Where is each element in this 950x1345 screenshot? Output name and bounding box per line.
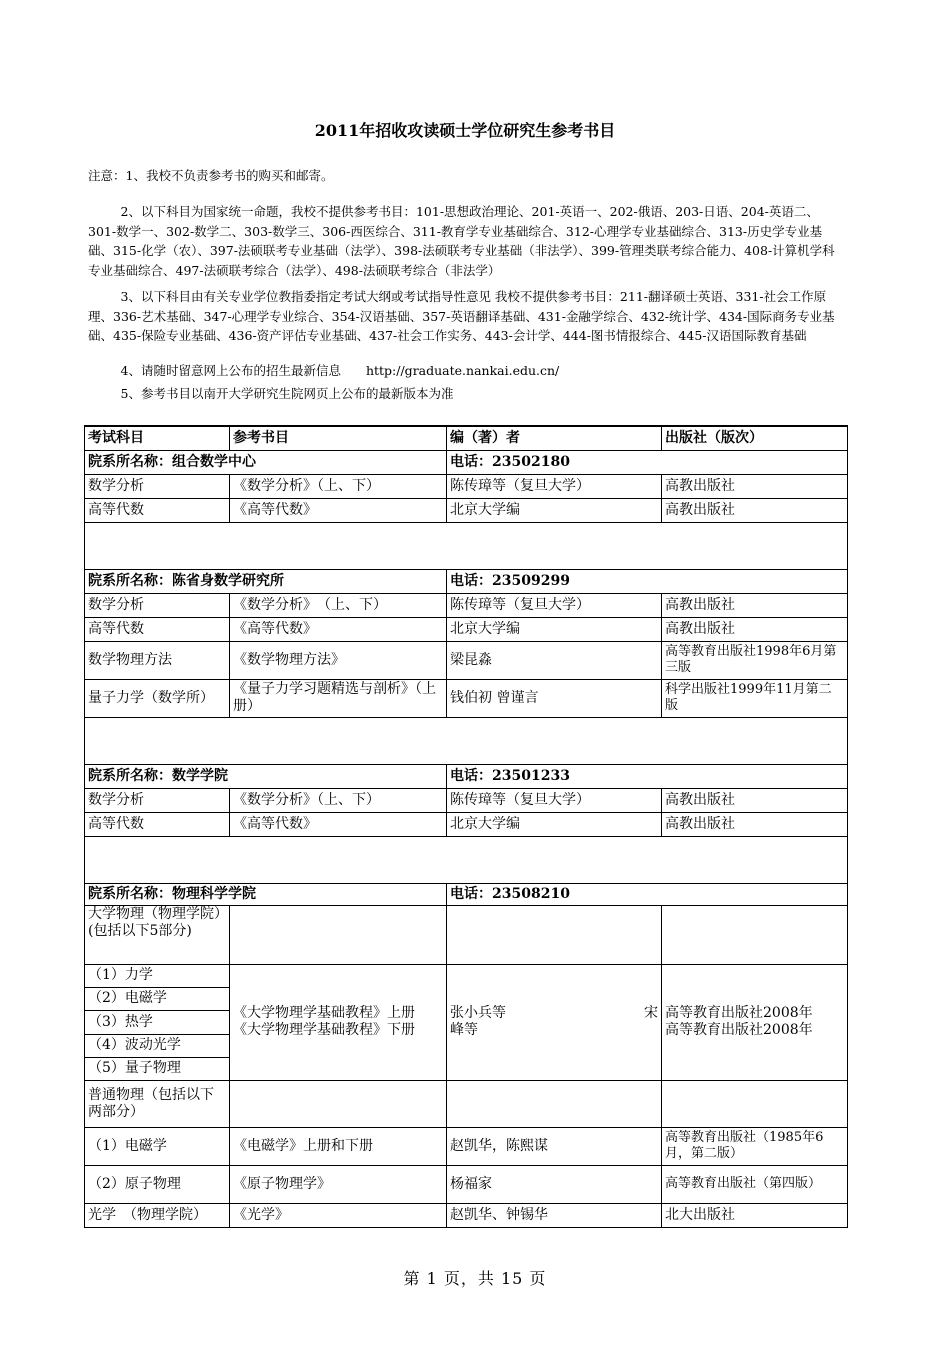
cell-subject: 数学分析 bbox=[85, 593, 230, 617]
cell-subject: 数学物理方法 bbox=[85, 641, 230, 679]
cell-publisher bbox=[662, 964, 848, 1080]
cell-subject: （1）力学 bbox=[85, 964, 230, 987]
cell-book: 《数学分析》（上、下） bbox=[230, 474, 447, 498]
note-2: 2、以下科目为国家统一命题，我校不提供参考书目：101-思想政治理论、201-英语一、202-俄语、203-日语、204-英语二、301-数学一、302-数学二、303-数学三、306-西医综合、311-教育学专业基础综合、312-心理学专业基础综合、313-历史学专业基础、315-化学（农）、397-法硕联考专业基础（法学）、398-法硕联考专业基础（非法学）、399-管理类联考综合能力、408-计算机学科专业基础综合、497-法硕联考综合（法学）、498-法硕联考综合（非法学） bbox=[88, 204, 835, 278]
table-row bbox=[85, 679, 848, 717]
dept-name: 院系所名称：数学学院 bbox=[85, 764, 447, 788]
cell-subject: （3）热学 bbox=[85, 1010, 230, 1034]
cell-subject: 高等代数 bbox=[85, 617, 230, 641]
cell-book bbox=[230, 964, 447, 1080]
cell-subject: 数学分析 bbox=[85, 788, 230, 812]
cell-publisher: 高等教育出版社1998年6月第三版 bbox=[662, 641, 848, 679]
note-1: 注意：1、我校不负责参考书的购买和邮寄。 bbox=[88, 168, 334, 183]
spacer-row bbox=[85, 522, 848, 569]
author-line: 宋 bbox=[644, 1005, 658, 1021]
table-row bbox=[85, 788, 848, 812]
cell-publisher: 高教出版社 bbox=[662, 498, 848, 522]
cell-publisher: 高教出版社 bbox=[662, 788, 848, 812]
cell-book: 《量子力学习题精选与剖析》（上册） bbox=[230, 679, 447, 717]
cell-author: 陈传璋等（复旦大学） bbox=[447, 474, 662, 498]
header-subject: 考试科目 bbox=[85, 426, 230, 450]
dept-name: 院系所名称：物理科学学院 bbox=[85, 883, 447, 905]
cell-subject: （2）原子物理 bbox=[85, 1165, 230, 1203]
spacer-row bbox=[85, 836, 848, 883]
dept-name: 院系所名称：陈省身数学研究所 bbox=[85, 569, 447, 593]
dept-phone: 电话：23502180 bbox=[447, 450, 848, 474]
dept-phone: 电话：23509299 bbox=[447, 569, 848, 593]
page-footer: 第 1 页，共 15 页 bbox=[403, 1269, 547, 1288]
cell-subject: 量子力学（数学所） bbox=[85, 679, 230, 717]
table-row bbox=[85, 812, 848, 836]
book-line: 《大学物理学基础教程》下册 bbox=[233, 1022, 415, 1038]
dept-phone: 电话：23508210 bbox=[447, 883, 848, 905]
spacer-row bbox=[85, 717, 848, 764]
cell-publisher: 高教出版社 bbox=[662, 474, 848, 498]
cell-subject: 数学分析 bbox=[85, 474, 230, 498]
cell-subject: （5）量子物理 bbox=[85, 1057, 230, 1080]
cell-author: 赵凯华，陈熙谋 bbox=[447, 1127, 662, 1165]
note-5: 5、参考书目以南开大学研究生院网页上公布的最新版本为准 bbox=[120, 386, 454, 401]
cell-author: 陈传璋等（复旦大学） bbox=[447, 593, 662, 617]
book-line: 《大学物理学基础教程》上册 bbox=[233, 1005, 415, 1021]
table-row bbox=[85, 905, 848, 964]
cell-book: 《光学》 bbox=[230, 1203, 447, 1227]
table-row bbox=[85, 641, 848, 679]
cell-publisher: 高教出版社 bbox=[662, 812, 848, 836]
cell-publisher: 高教出版社 bbox=[662, 617, 848, 641]
publisher-line: 高等教育出版社2008年 bbox=[665, 1005, 813, 1021]
header-publisher: 出版社（版次） bbox=[662, 426, 848, 450]
cell-author: 北京大学编 bbox=[447, 617, 662, 641]
cell-publisher: 科学出版社1999年11月第二版 bbox=[662, 679, 848, 717]
cell-author: 赵凯华、钟锡华 bbox=[447, 1203, 662, 1227]
table-row bbox=[85, 593, 848, 617]
cell-author: 梁昆淼 bbox=[447, 641, 662, 679]
table-row bbox=[85, 474, 848, 498]
header-author: 编（著）者 bbox=[447, 426, 662, 450]
author-line: 峰等 bbox=[450, 1022, 478, 1038]
table-row bbox=[85, 1203, 848, 1227]
cell-author: 陈传璋等（复旦大学） bbox=[447, 788, 662, 812]
header-book: 参考书目 bbox=[230, 426, 447, 450]
cell-book: 《数学物理方法》 bbox=[230, 641, 447, 679]
cell-book: 《电磁学》上册和下册 bbox=[230, 1127, 447, 1165]
table-row bbox=[85, 964, 848, 987]
cell-author: 北京大学编 bbox=[447, 498, 662, 522]
cell-author: 杨福家 bbox=[447, 1165, 662, 1203]
table-row bbox=[85, 1080, 848, 1127]
cell-book: 《高等代数》 bbox=[230, 498, 447, 522]
cell-author: 钱伯初 曾谨言 bbox=[447, 679, 662, 717]
cell-subject: 大学物理（物理学院）(包括以下5部分) bbox=[85, 905, 230, 964]
dept-name: 院系所名称：组合数学中心 bbox=[85, 450, 447, 474]
page-title: 2011年招收攻读硕士学位研究生参考书目 bbox=[314, 121, 616, 140]
table-row bbox=[85, 498, 848, 522]
dept-phone: 电话：23501233 bbox=[447, 764, 848, 788]
cell-publisher: 北大出版社 bbox=[662, 1203, 848, 1227]
cell-book: 《高等代数》 bbox=[230, 812, 447, 836]
cell-author bbox=[447, 964, 662, 1080]
table-row bbox=[85, 617, 848, 641]
table-row bbox=[85, 1165, 848, 1203]
note-4: 4、请随时留意网上公布的招生最新信息 http://graduate.nankai.edu.cn/ bbox=[120, 363, 560, 378]
cell-book: 《高等代数》 bbox=[230, 617, 447, 641]
cell-subject: 光学 （物理学院） bbox=[85, 1203, 230, 1227]
cell-subject: 高等代数 bbox=[85, 812, 230, 836]
cell-publisher: 高等教育出版社（第四版） bbox=[662, 1165, 848, 1203]
cell-subject: 普通物理（包括以下两部分） bbox=[85, 1080, 230, 1127]
author-line: 张小兵等 bbox=[450, 1005, 506, 1021]
cell-subject: （4）波动光学 bbox=[85, 1034, 230, 1057]
cell-publisher: 高等教育出版社（1985年6月，第二版） bbox=[662, 1127, 848, 1165]
reference-book-table bbox=[84, 425, 848, 1228]
cell-book: 《数学分析》 （上、下） bbox=[230, 593, 447, 617]
note-3: 3、以下科目由有关专业学位教指委指定考试大纲或考试指导性意见 我校不提供参考书目：211-翻译硕士英语、331-社会工作原理、336-艺术基础、347-心理学专业综合、354-汉语基础、357-英语翻译基础、431-金融学综合、432-统计学、434-国际商务专业基础、435-保险专业基础、436-资产评估专业基础、437-社会工作实务、443-会计学、444-图书情报综合、445-汉语国际教育基础 bbox=[88, 289, 835, 343]
publisher-line: 高等教育出版社2008年 bbox=[665, 1022, 813, 1038]
table-row bbox=[85, 1127, 848, 1165]
cell-book: 《数学分析》（上、下） bbox=[230, 788, 447, 812]
cell-publisher: 高教出版社 bbox=[662, 593, 848, 617]
cell-author: 北京大学编 bbox=[447, 812, 662, 836]
cell-subject: （1）电磁学 bbox=[85, 1127, 230, 1165]
cell-subject: 高等代数 bbox=[85, 498, 230, 522]
cell-subject: （2）电磁学 bbox=[85, 987, 230, 1010]
cell-book: 《原子物理学》 bbox=[230, 1165, 447, 1203]
